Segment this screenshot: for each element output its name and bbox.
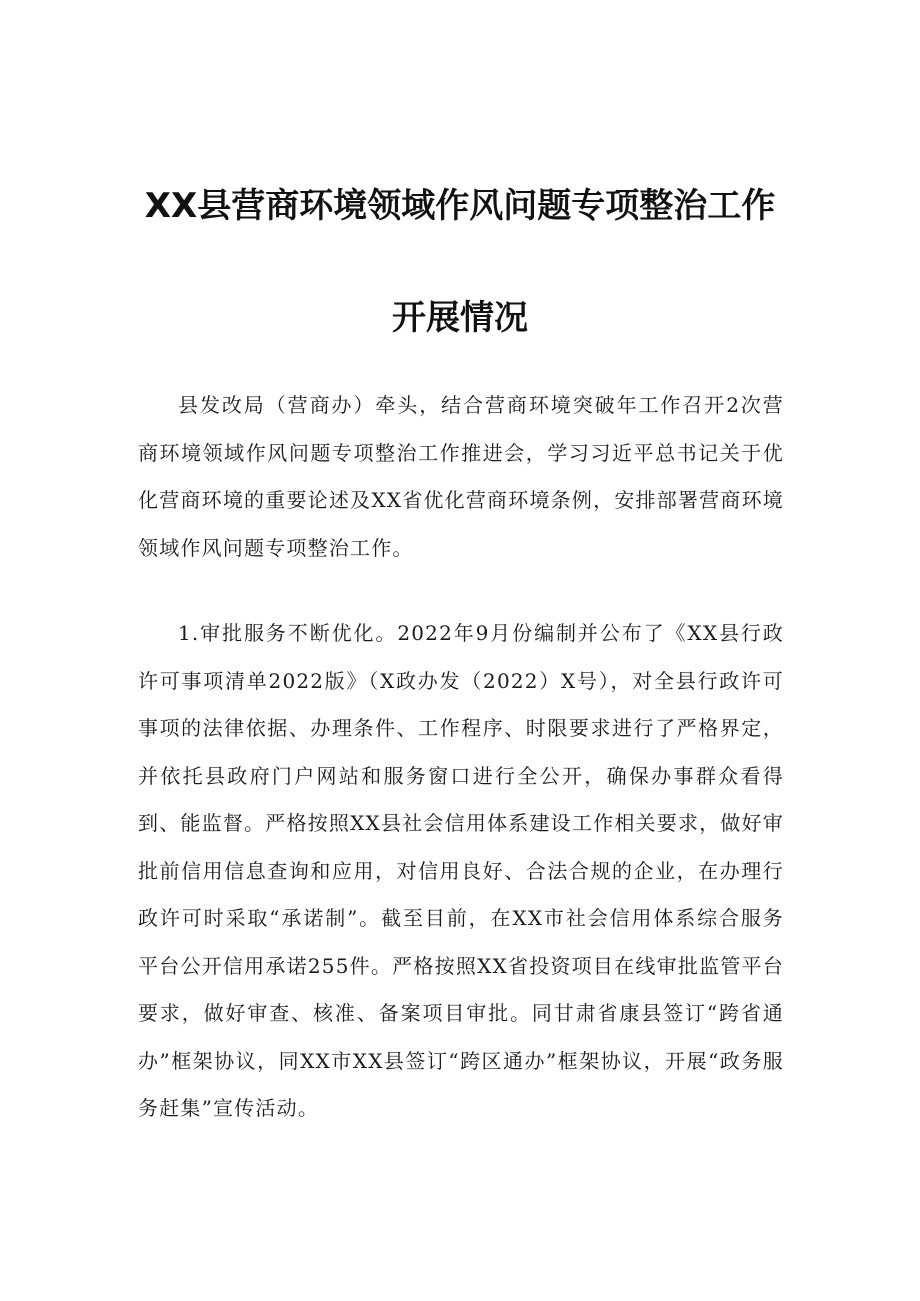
document-title-line-1: XX县营商环境领域作风问题专项整治工作 (144, 186, 776, 226)
approval-service-paragraph: 1.审批服务不断优化。2022年9月份编制并公布了《XX县行政许可事项清单2022版》（X政办发（2022）X号），对全县行政许可事项的法律依据、办理条件、工作程序、时限要求进行了严格界定，并依托县政府门户网站和服务窗口进行全公开，确保办事群众看得到、能监督。严格按照XX县社会信用体系建设工作相关要求，做好审批前信用信息查询和应用，对信用良好、合法合规的企业，在办理行政许可时采取“承诺制”。截至目前，在XX市社会信用体系综合服务平台公开信用承诺255件。严格按照XX省投资项目在线审批监管平台要求，做好审查、核准、备案项目审批。同甘肃省康县签订“跨省通办”框架协议，同XX市XX县签订“跨区通办”框架协议，开展“政务服务赶集”宣传活动。 (138, 621, 784, 1120)
intro-paragraph: 县发改局（营商办）牵头，结合营商环境突破年工作召开2次营商环境领域作风问题专项整治工作推进会，学习习近平总书记关于优化营商环境的重要论述及XX省优化营商环境条例，安排部署营商环境领域作风问题专项整治工作。 (138, 393, 784, 560)
document-title-line-2: 开展情况 (392, 298, 528, 338)
